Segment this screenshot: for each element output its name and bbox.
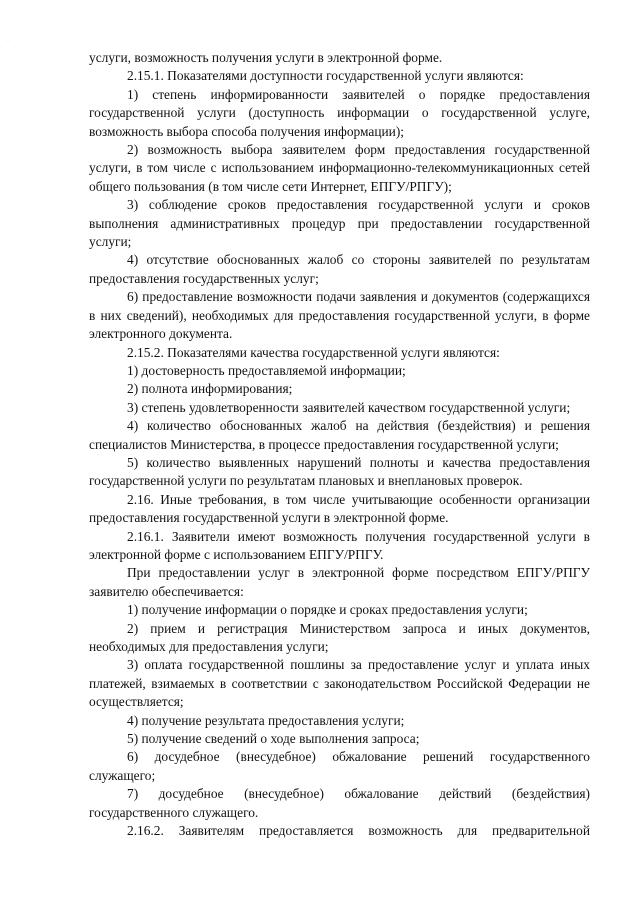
quality-item-2: 2) полнота информирования; (127, 381, 293, 397)
section-2-16-2: 2.16.2. Заявителям предоставляется возможность для предварительной (127, 823, 590, 839)
availability-item-2: 2) возможность выбора заявителем форм предоставления государственной услуги, в том числе с использованием информационно-телекоммуникационных сетей общего пользования (в том числе сети Интернет, ЕПГУ/РПГУ); (89, 142, 590, 194)
electronic-services-intro: При предоставлении услуг в электронной форме посредством ЕПГУ/РПГУ заявителю обеспечивается: (89, 565, 590, 599)
electronic-item-6: 6) досудебное (внесудебное) обжалование решений государственного служащего; (89, 749, 590, 783)
availability-item-3: 3) соблюдение сроков предоставления государственной услуги и сроков выполнения административных процедур при предоставлении государственной услуги; (89, 197, 590, 250)
electronic-item-1: 1) получение информации о порядке и сроках предоставления услуги; (127, 602, 528, 618)
section-2-15-2-heading: 2.15.2. Показателями качества государственной услуги являются: (127, 344, 500, 360)
section-2-15-1-heading: 2.15.1. Показателями доступности государственной услуги являются: (127, 68, 524, 84)
electronic-item-7: 7) досудебное (внесудебное) обжалование действий (бездействия) государственного служащего. (89, 786, 590, 820)
paragraph-continuation: услуги, возможность получения услуги в электронной форме. (89, 50, 443, 65)
electronic-item-4: 4) получение результата предоставления услуги; (127, 712, 405, 728)
availability-item-1: 1) степень информированности заявителей о порядке предоставления государственной услуги (доступность информации о государственной услуге, возможность выбора способа получения информации); (89, 86, 590, 139)
quality-item-5: 5) количество выявленных нарушений полноты и качества предоставления государственной услуги по результатам плановых и внеплановых проверок. (89, 454, 590, 489)
quality-item-4: 4) количество обоснованных жалоб на действия (бездействия) и решения специалистов Министерства, в процессе предоставления государственной услуги; (89, 418, 590, 452)
section-2-16-heading: 2.16. Иные требования, в том числе учитывающие особенности организации предоставления государственной услуги в электронной форме. (89, 491, 590, 526)
quality-item-1: 1) достоверность предоставляемой информации; (127, 362, 406, 378)
electronic-item-3: 3) оплата государственной пошлины за предоставление услуг и уплата иных платежей, взимаемых в соответствии с законодательством Российской Федерации не осуществляется; (89, 657, 590, 710)
document-body (89, 49, 590, 840)
electronic-item-2: 2) прием и регистрация Министерством запроса и иных документов, необходимых для предоставления услуги; (89, 620, 590, 654)
scan-speck: · (7, 39, 9, 45)
quality-item-3: 3) степень удовлетворенности заявителей качеством государственной услуги; (127, 399, 571, 415)
electronic-item-5: 5) получение сведений о ходе выполнения запроса; (127, 731, 420, 747)
section-2-16-1: 2.16.1. Заявители имеют возможность получения государственной услуги в электронной форме с использованием ЕПГУ/РПГУ. (89, 528, 590, 562)
availability-item-4: 4) отсутствие обоснованных жалоб со стороны заявителей по результатам предоставления государственных услуг; (89, 252, 590, 286)
availability-item-6: 6) предоставление возможности подачи заявления и документов (содержащихся в них сведений), необходимых для предоставления государственной услуги, в форме электронного документа. (89, 289, 590, 342)
